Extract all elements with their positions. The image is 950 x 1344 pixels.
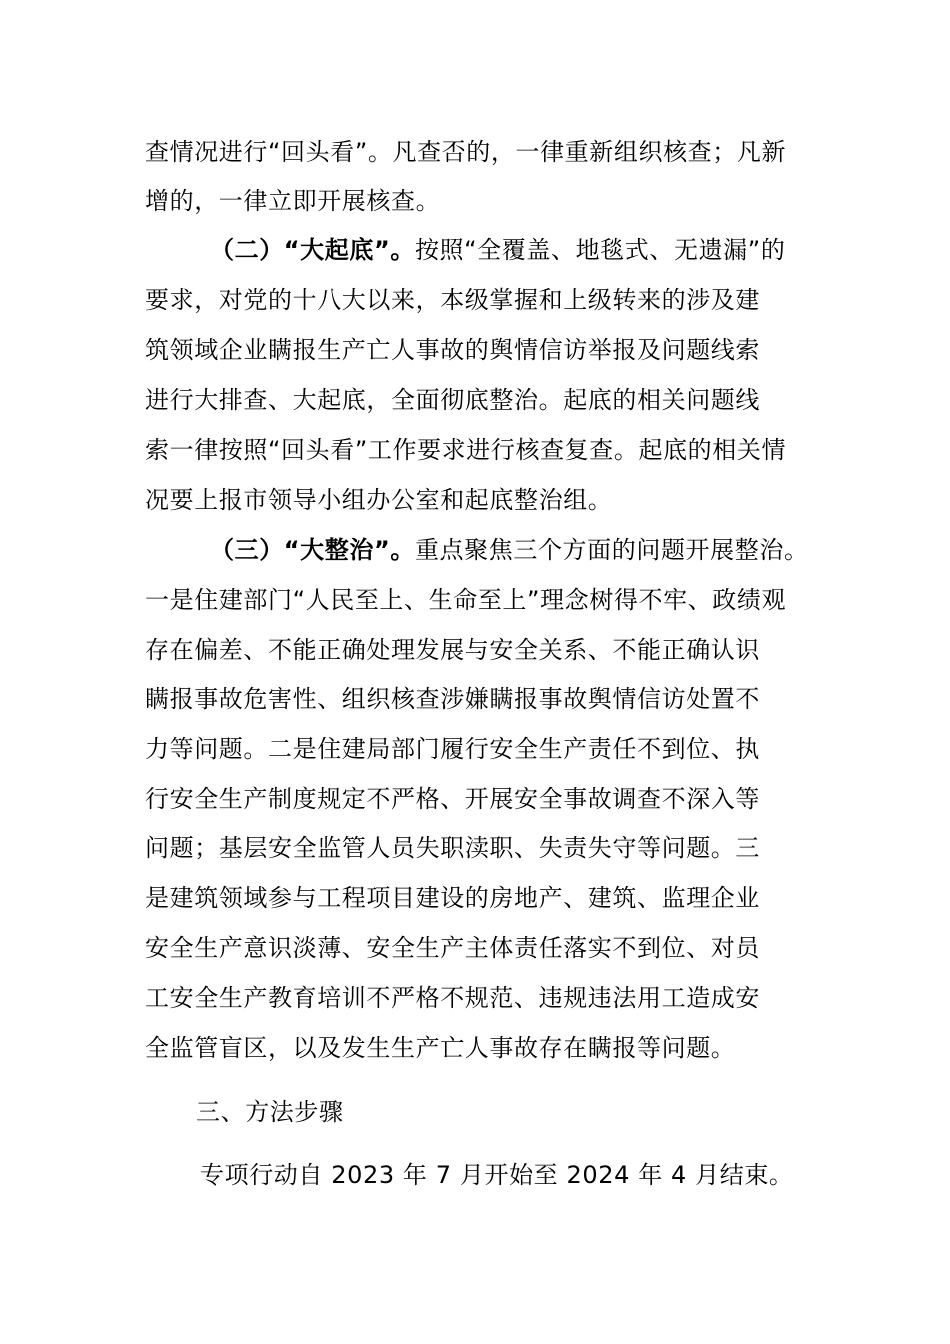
paragraph-two-text: 按照“全覆盖、地毯式、无遗漏”的 — [414, 236, 786, 264]
text-line: 增的，一律立即开展核查。 — [145, 187, 441, 215]
text-line: 进行大排查、大起底，全面彻底整治。起底的相关问题线 — [145, 386, 760, 414]
text-line: 一是住建部门“人民至上、生命至上”理念树得不牢、政绩观 — [145, 586, 787, 614]
text-line: 瞒报事故危害性、组织核查涉嫌瞒报事故舆情信访处置不 — [145, 685, 760, 713]
text-line: 筑领域企业瞒报生产亡人事故的舆情信访举报及问题线索 — [145, 336, 760, 364]
text-line: 安全生产意识淡薄、安全生产主体责任落实不到位、对员 — [145, 934, 760, 962]
text-line: 索一律按照“回头看”工作要求进行核查复查。起底的相关情 — [145, 436, 787, 464]
section-heading: 三、方法步骤 — [196, 1098, 344, 1126]
text-line: 全监管盲区，以及发生生产亡人事故存在瞒报等问题。 — [145, 1034, 736, 1062]
paragraph-two-first-line — [210, 235, 785, 265]
text-line: 要求，对党的十八大以来，本级掌握和上级转来的涉及建 — [145, 286, 760, 314]
text-line: 是建筑领域参与工程项目建设的房地产、建筑、监理企业 — [145, 884, 760, 912]
text-line: 力等问题。二是住建局部门履行安全生产责任不到位、执 — [145, 735, 760, 763]
text-line: 问题；基层安全监管人员失职渎职、失责失守等问题。三 — [145, 834, 760, 862]
paragraph-three-heading: （三）“大整治”。 — [210, 536, 415, 564]
paragraph-three-text: 重点聚焦三个方面的问题开展整治。 — [414, 536, 809, 564]
text-line: 况要上报市领导小组办公室和起底整治组。 — [145, 486, 613, 514]
paragraph-three-first-line — [210, 535, 809, 565]
text-line: 存在偏差、不能正确处理发展与安全关系、不能正确认识 — [145, 636, 760, 664]
paragraph-two-heading: （二）“大起底”。 — [210, 236, 415, 264]
text-line: 查情况进行“回头看”。凡查否的，一律重新组织核查；凡新 — [145, 138, 787, 166]
final-line: 专项行动自 2023 年 7 月开始至 2024 年 4 月结束。 — [200, 1161, 794, 1189]
text-line: 工安全生产教育培训不严格不规范、违规违法用工造成安 — [145, 984, 760, 1012]
text-line: 行安全生产制度规定不严格、开展安全事故调查不深入等 — [145, 785, 760, 813]
